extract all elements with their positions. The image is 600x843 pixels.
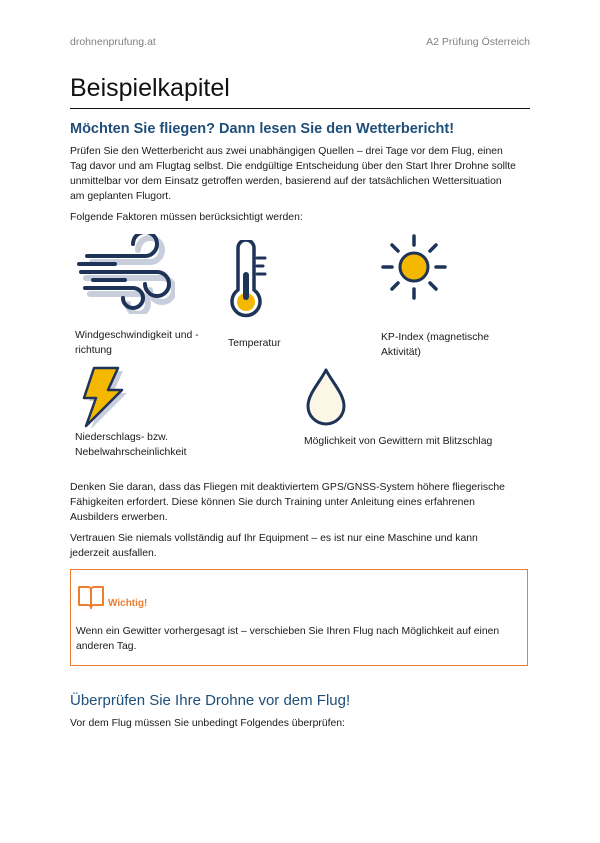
drop-icon [302,366,352,428]
factor-label-kp-index: KP-Index (magnetische Aktivität) [381,332,490,358]
header-subtitle: A2 Prüfung Österreich [426,36,530,48]
site-name: drohnenprufung.at [70,36,156,48]
weather-intro-paragraph: Prüfen Sie den Wetterbericht aus zwei unabhängigen Quellen – drei Tage vor dem Flug, einen Tag davor und am Flugtag selbst. Die endgültige Entscheidung über den Start Ihrer Drohne sollte unmittelbar vor dem Einsatz getroffen werden, basierend auf der tatsächlichen Wettersituation am geplanten Flugort. [70,146,516,202]
factor-label-precipitation: Niederschlags- bzw. Nebelwahrscheinlichkeit [75,432,187,458]
equipment-paragraph: Vertrauen Sie niemals vollständig auf Ihr Equipment – es ist nur eine Maschine und kann jederzeit ausfallen. [70,533,478,559]
sun-icon [378,233,458,301]
factors-intro: Folgende Faktoren müssen berücksichtigt werden: [70,212,303,223]
book-icon [77,584,105,610]
gps-paragraph: Denken Sie daran, dass das Fliegen mit deaktiviertem GPS/GNSS-System höhere fliegerische Fähigkeiten erfordert. Diese können Sie durch Training unter Anleitung eines erfahrenen Ausbilders erwerben. [70,482,505,523]
important-callout [70,569,528,666]
section-heading-weather: Möchten Sie fliegen? Dann lesen Sie den Wetterbericht! [70,121,455,137]
page-title: Beispielkapitel [70,74,230,102]
section-heading-drone-check: Überprüfen Sie Ihre Drohne vor dem Flug! [70,692,351,709]
factor-label-temperature: Temperatur [228,338,281,349]
factor-label-thunderstorm: Möglichkeit von Gewittern mit Blitzschlag [304,436,493,447]
factor-label-wind: Windgeschwindigkeit und - richtung [75,330,199,356]
wind-icon [75,234,175,314]
callout-title: Wichtig! [108,598,148,609]
drone-check-intro: Vor dem Flug müssen Sie unbedingt Folgendes überprüfen: [70,718,345,729]
title-divider [70,108,530,109]
thermometer-icon [225,240,275,322]
callout-text: Wenn ein Gewitter vorhergesagt ist – verschieben Sie Ihren Flug nach Möglichkeit auf einen anderen Tag. [76,626,500,652]
lightning-icon [74,362,134,430]
